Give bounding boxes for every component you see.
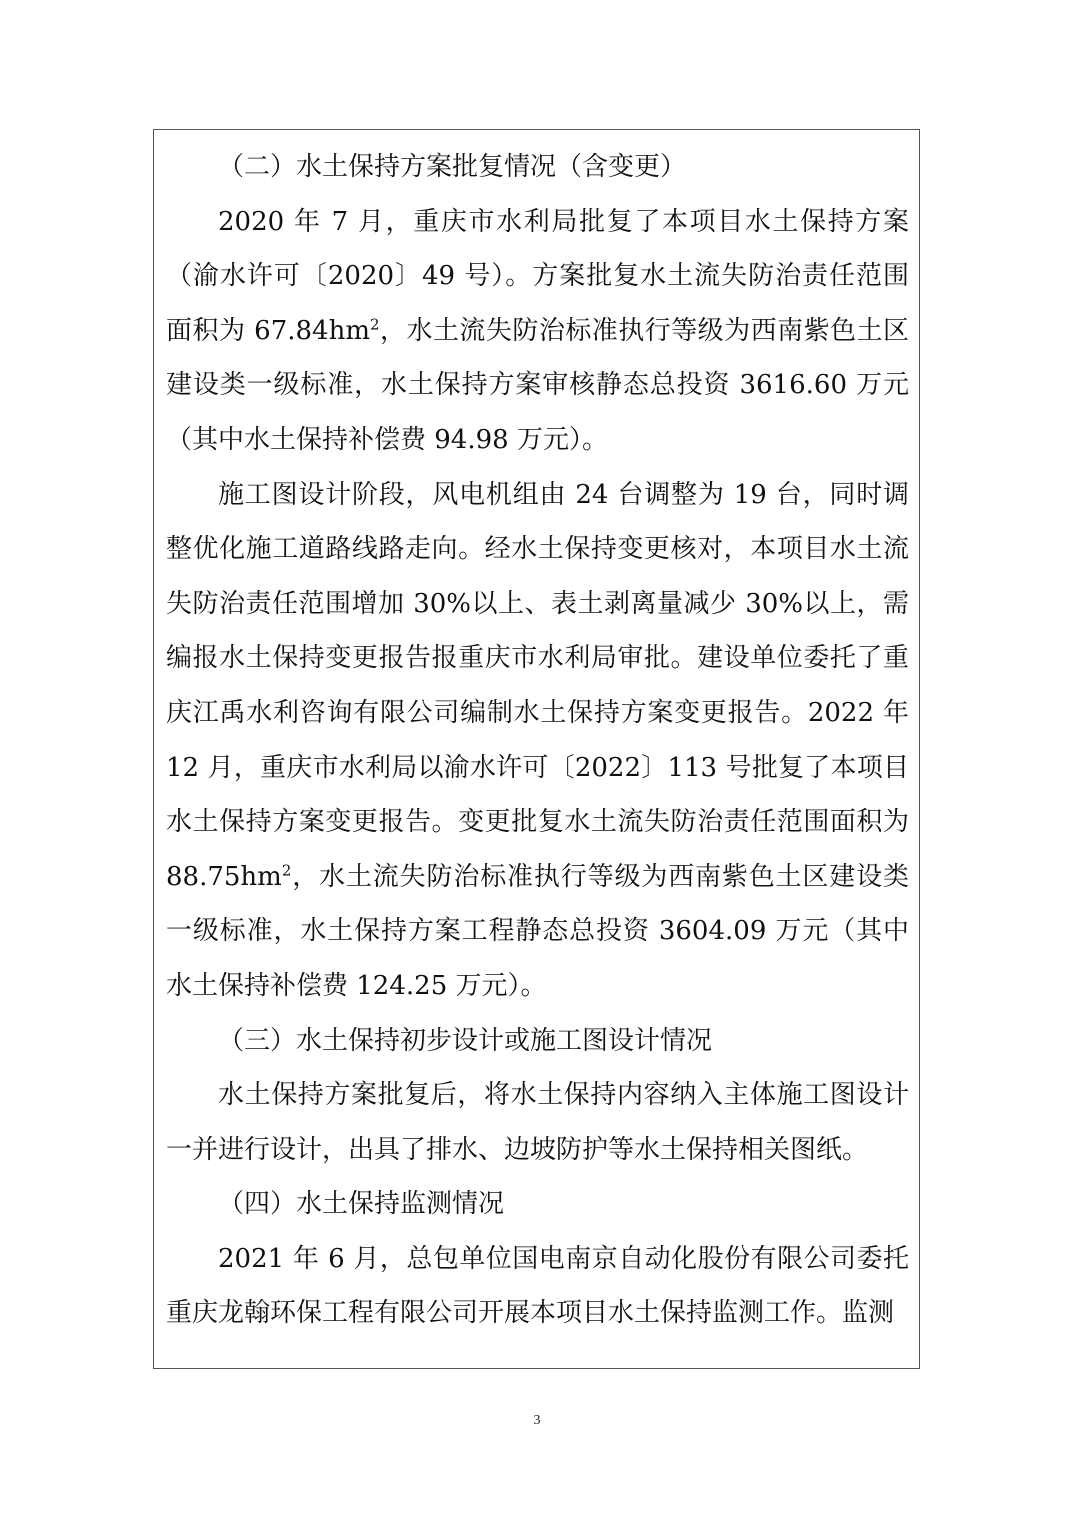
document-body <box>166 140 909 1341</box>
paragraph-design: 水土保持方案批复后，将水土保持内容纳入主体施工图设计一并进行设计，出具了排水、边坡防护等水土保持相关图纸。 <box>166 1080 909 1165</box>
paragraph-text: ，水土流失防治标准执行等级为西南紫色土区建设类一级标准，水土保持方案工程静态总投资 3604.09 万元（其中水土保持补偿费 124.25 万元）。 <box>166 861 909 1001</box>
page-number: 3 <box>533 1413 541 1428</box>
paragraph-plan-change <box>166 468 909 1014</box>
paragraph-text: ，水土流失防治标准执行等级为西南紫色土区建设类一级标准，水土保持方案审核静态总投资 3616.60 万元（其中水土保持补偿费 94.98 万元）。 <box>166 315 909 455</box>
paragraph-monitoring: 2021 年 6 月，总包单位国电南京自动化股份有限公司委托重庆龙翰环保工程有限公司开展本项目水土保持监测工作。监测 <box>166 1243 909 1329</box>
section-heading-4: （四）水土保持监测情况 <box>218 1189 505 1220</box>
paragraph-text: 施工图设计阶段，风电机组由 24 台调整为 19 台，同时调整优化施工道路线路走向。经水土保持变更核对，本项目水土流失防治责任范围增加 30%以上、表土剥离量减少 30%以上，需编报水土保持变更报告报重庆市水利局审批。建设单位委托了重庆江禹水利咨询有限公司编制水土保持方案变更报告。2022 年 12 月，重庆市水利局以渝水许可〔2022〕113 号批复了本项目水土保持方案变更报告。变更批复水土流失防治责任范围面积为 88.75hm <box>166 479 909 892</box>
section-heading-2: （二）水土保持方案批复情况（含变更） <box>218 152 687 182</box>
paragraph-text: 2020 年 7 月，重庆市水利局批复了本项目水土保持方案（渝水许可〔2020〕49 号）。方案批复水土流失防治责任范围面积为 67.84hm <box>166 206 909 346</box>
superscript: 2 <box>281 861 292 880</box>
paragraph-plan-approval <box>166 195 909 468</box>
superscript: 2 <box>370 315 380 334</box>
document-frame <box>153 129 920 1369</box>
section-heading-3: （三）水土保持初步设计或施工图设计情况 <box>218 1025 713 1056</box>
